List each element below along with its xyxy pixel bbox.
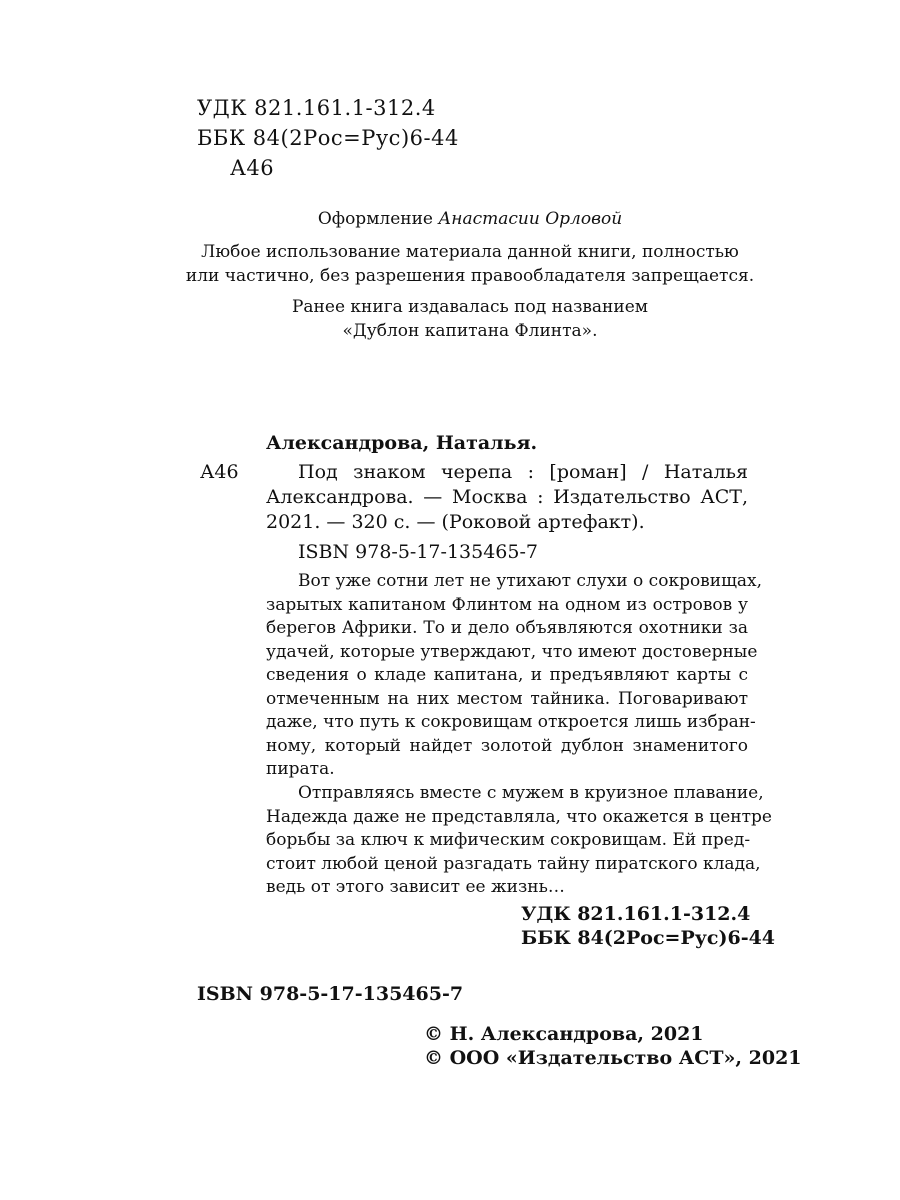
author-code: А46: [230, 156, 275, 180]
bbk-code: ББК 84(2Рос=Рус)6-44: [197, 126, 459, 150]
annotation-paragraph-1: [266, 570, 763, 782]
design-credit-prefix: Оформление: [317, 209, 433, 229]
udk-code: УДК 821.161.1-312.4: [197, 96, 436, 120]
entry-code: А46: [200, 461, 239, 483]
entry-title-line-3: 2021. — 320 с. — (Роковой артефакт).: [266, 511, 645, 533]
annotation-line: пирата.: [266, 759, 335, 779]
previous-title-line-2: «Дублон капитана Флинта».: [342, 321, 598, 341]
annotation-line: Вот уже сотни лет не утихают слухи о сокровищах,: [298, 571, 763, 591]
bottom-udk-code: УДК 821.161.1-312.4: [521, 903, 751, 925]
entry-title-line-1: Под знаком черепа : [роман] / Наталья: [298, 461, 748, 483]
design-credit-name: Анастасии Орловой: [438, 209, 623, 229]
annotation-line: сведения о кладе капитана, и предъявляют карты с: [266, 665, 748, 685]
isbn: ISBN 978-5-17-135465-7: [197, 983, 464, 1005]
annotation-line: отмеченным на них местом тайника. Поговаривают: [266, 688, 748, 709]
bottom-bbk-code: ББК 84(2Рос=Рус)6-44: [521, 927, 776, 949]
entry-author: Александрова, Наталья.: [266, 432, 538, 454]
annotation-line: зарытых капитаном Флинтом на одном из островов у: [266, 594, 748, 615]
entry-title-line-2: Александрова. — Москва : Издательство АСТ,: [266, 486, 748, 508]
annotation-line: борьбы за ключ к мифическим сокровищам. Ей пред-: [266, 830, 751, 850]
annotation-line: ному, который найдет золотой дублон знаменитого: [266, 735, 748, 756]
annotation-paragraph-2: [266, 782, 772, 900]
previous-title-line-1: Ранее книга издавалась под названием: [291, 297, 648, 317]
copyright-publisher: © ООО «Издательство АСТ», 2021: [424, 1047, 802, 1069]
copyright-author: © Н. Александрова, 2021: [424, 1023, 704, 1045]
design-credit: [150, 209, 790, 229]
annotation-line: берегов Африки. То и дело объявляются охотники за: [266, 618, 748, 638]
entry-isbn: ISBN 978-5-17-135465-7: [298, 541, 538, 563]
rights-notice-line-1: Любое использование материала данной книги, полностью: [201, 242, 739, 262]
annotation-line: стоит любой ценой разгадать тайну пиратского клада,: [266, 853, 761, 874]
annotation-line: удачей, которые утверждают, что имеют достоверные: [266, 641, 758, 662]
annotation-line: даже, что путь к сокровищам откроется лишь избран-: [266, 712, 756, 732]
annotation-line: ведь от этого зависит ее жизнь…: [266, 877, 565, 897]
rights-notice-line-2: или частично, без разрешения правообладателя запрещается.: [185, 266, 755, 286]
annotation-line: Надежда даже не представляла, что окажется в центре: [266, 806, 772, 827]
annotation-line: Отправляясь вместе с мужем в круизное плавание,: [298, 783, 764, 803]
